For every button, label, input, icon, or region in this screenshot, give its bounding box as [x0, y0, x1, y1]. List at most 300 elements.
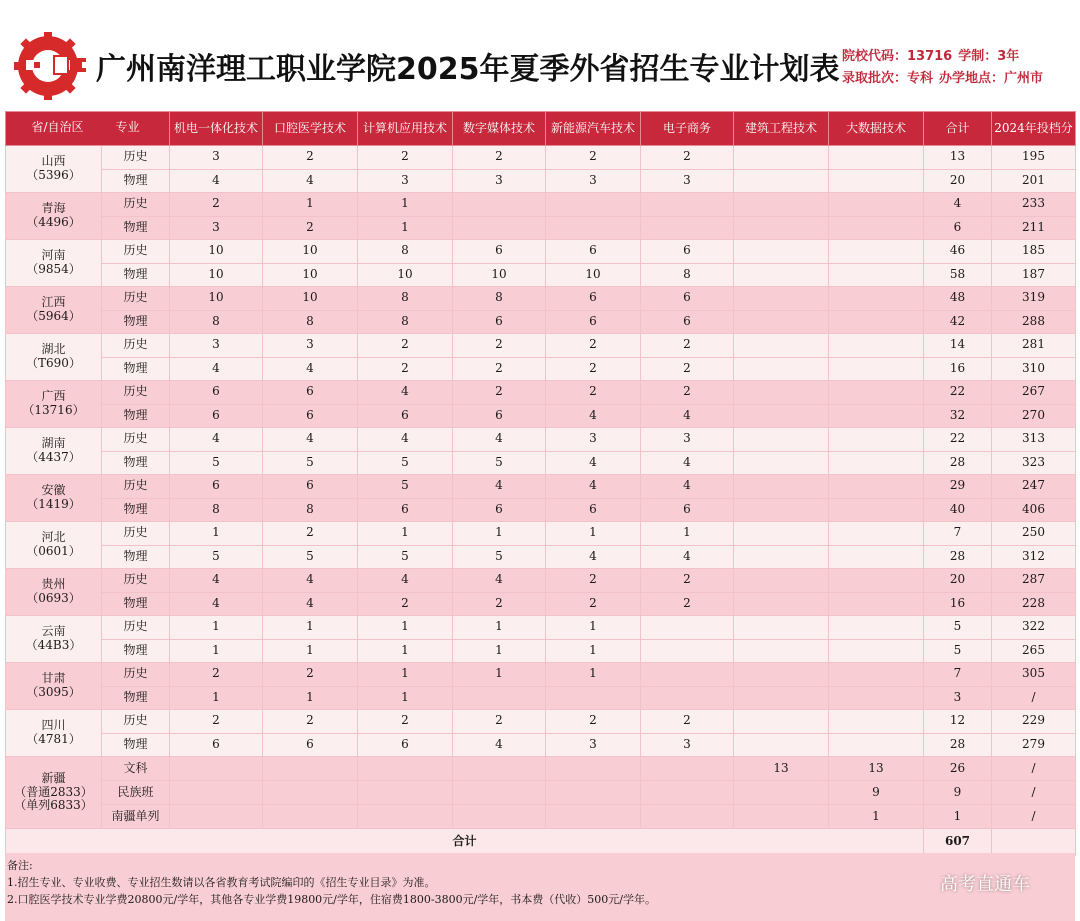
quota-cell: 5 — [170, 545, 263, 569]
quota-cell: 211 — [992, 216, 1076, 240]
province-code: （5964） — [26, 309, 81, 323]
quota-cell — [546, 193, 641, 217]
school-code: 院校代码：13716 — [842, 49, 953, 64]
quota-cell: 4 — [453, 475, 546, 499]
quota-cell: 4 — [546, 475, 641, 499]
quota-cell: 2 — [641, 146, 734, 170]
quota-cell — [734, 451, 829, 475]
table-row — [6, 334, 1076, 358]
quota-cell: 3 — [546, 428, 641, 452]
track-cell: 历史 — [102, 381, 170, 405]
quota-cell: 2 — [170, 663, 263, 687]
quota-cell: 40 — [924, 498, 992, 522]
quota-cell: 2 — [263, 522, 358, 546]
quota-cell — [546, 805, 641, 829]
province-name: 湖北 — [41, 342, 66, 357]
quota-cell: 1 — [358, 522, 453, 546]
quota-cell — [734, 193, 829, 217]
province-code: （5396） — [26, 168, 81, 182]
quota-cell — [829, 686, 924, 710]
province-code: （0693） — [26, 591, 81, 605]
track-cell: 物理 — [102, 639, 170, 663]
quota-cell — [358, 757, 453, 781]
notes-title: 备注: — [7, 859, 33, 872]
quota-cell: 1 — [263, 686, 358, 710]
quota-cell — [546, 686, 641, 710]
quota-cell — [734, 146, 829, 170]
quota-cell — [734, 357, 829, 381]
quota-cell: 1 — [453, 663, 546, 687]
quota-cell: 10 — [170, 240, 263, 264]
track-cell: 物理 — [102, 404, 170, 428]
quota-cell: 5 — [263, 451, 358, 475]
notes-section — [5, 853, 1075, 921]
quota-cell: 10 — [546, 263, 641, 287]
quota-cell: 1 — [358, 639, 453, 663]
quota-cell — [829, 663, 924, 687]
province-cell — [6, 710, 102, 757]
quota-cell: 3 — [453, 169, 546, 193]
table-body — [6, 146, 1076, 856]
quota-cell: 4 — [263, 169, 358, 193]
table-row — [6, 475, 1076, 499]
track-cell: 文科 — [102, 757, 170, 781]
table-header-row — [6, 112, 1076, 146]
province-cell — [6, 569, 102, 616]
quota-cell: 2 — [453, 357, 546, 381]
quota-cell — [734, 545, 829, 569]
quota-cell: 2 — [546, 710, 641, 734]
page-header — [0, 0, 1080, 104]
track-cell: 物理 — [102, 169, 170, 193]
quota-cell — [734, 334, 829, 358]
quota-cell: 28 — [924, 451, 992, 475]
quota-cell — [829, 381, 924, 405]
quota-cell — [829, 569, 924, 593]
province-cell — [6, 193, 102, 240]
quota-cell: 9 — [924, 781, 992, 805]
quota-cell: 10 — [453, 263, 546, 287]
quota-cell — [734, 216, 829, 240]
quota-cell — [641, 781, 734, 805]
quota-cell: 20 — [924, 569, 992, 593]
quota-cell: 3 — [263, 334, 358, 358]
province-code: （普通2833） — [14, 784, 93, 799]
track-cell: 历史 — [102, 334, 170, 358]
total-label: 合计 — [6, 829, 924, 856]
quota-cell — [829, 310, 924, 334]
quota-cell — [734, 805, 829, 829]
province-code: （1419） — [26, 497, 81, 511]
quota-cell: 1 — [453, 522, 546, 546]
quota-cell: 4 — [358, 569, 453, 593]
province-name: 青海 — [41, 201, 66, 216]
quota-cell — [829, 287, 924, 311]
quota-cell: 4 — [453, 569, 546, 593]
table-row — [6, 522, 1076, 546]
quota-cell: / — [992, 781, 1076, 805]
track-cell: 物理 — [102, 686, 170, 710]
quota-cell — [829, 639, 924, 663]
quota-cell: 12 — [924, 710, 992, 734]
province-code: （4781） — [26, 732, 81, 746]
quota-cell: 7 — [924, 663, 992, 687]
quota-cell: 10 — [263, 263, 358, 287]
quota-cell: 1 — [453, 639, 546, 663]
quota-cell: 5 — [924, 639, 992, 663]
col-header: 大数据技术 — [829, 112, 924, 146]
quota-cell: 2 — [170, 710, 263, 734]
quota-cell: 4 — [170, 428, 263, 452]
quota-cell: 310 — [992, 357, 1076, 381]
quota-cell: 4 — [263, 428, 358, 452]
quota-cell — [734, 686, 829, 710]
table-row — [6, 263, 1076, 287]
track-cell: 物理 — [102, 451, 170, 475]
quota-cell: 1 — [263, 616, 358, 640]
quota-cell — [829, 545, 924, 569]
quota-cell — [829, 404, 924, 428]
quota-cell: 6 — [453, 310, 546, 334]
track-cell: 民族班 — [102, 781, 170, 805]
quota-cell — [829, 522, 924, 546]
quota-cell: 201 — [992, 169, 1076, 193]
province-name: 河南 — [41, 248, 66, 263]
table-row — [6, 146, 1076, 170]
quota-cell: 3 — [546, 733, 641, 757]
table-row — [6, 357, 1076, 381]
province-cell — [6, 475, 102, 522]
table-row — [6, 616, 1076, 640]
quota-cell: 3 — [641, 733, 734, 757]
quota-cell: 4 — [170, 357, 263, 381]
notes-line: 2.口腔医学技术专业学费20800元/学年，其他各专业学费19800元/学年，住宿费1800-3800元/学年，书本费（代收）500元/学年。 — [7, 893, 657, 906]
table-row — [6, 569, 1076, 593]
quota-cell — [546, 757, 641, 781]
col-header: 数字媒体技术 — [453, 112, 546, 146]
quota-cell: 2 — [546, 357, 641, 381]
quota-cell: 3 — [641, 169, 734, 193]
quota-cell: 2 — [453, 334, 546, 358]
quota-cell — [829, 733, 924, 757]
quota-cell: 8 — [263, 498, 358, 522]
quota-cell — [170, 757, 263, 781]
quota-cell: 1 — [263, 639, 358, 663]
quota-cell: 16 — [924, 592, 992, 616]
quota-cell — [734, 263, 829, 287]
quota-cell: 6 — [358, 404, 453, 428]
quota-cell: 5 — [924, 616, 992, 640]
province-cell — [6, 240, 102, 287]
quota-cell: 6 — [170, 475, 263, 499]
quota-cell — [829, 146, 924, 170]
quota-cell: 22 — [924, 428, 992, 452]
quota-cell: 1 — [358, 686, 453, 710]
quota-cell: 4 — [641, 545, 734, 569]
quota-cell: 195 — [992, 146, 1076, 170]
quota-cell — [829, 498, 924, 522]
quota-cell — [734, 404, 829, 428]
quota-cell: 4 — [453, 733, 546, 757]
table-row — [6, 216, 1076, 240]
quota-cell: 6 — [924, 216, 992, 240]
quota-cell: 2 — [641, 569, 734, 593]
quota-cell: 185 — [992, 240, 1076, 264]
quota-cell — [263, 757, 358, 781]
quota-cell: 247 — [992, 475, 1076, 499]
quota-cell: 1 — [170, 686, 263, 710]
quota-cell: 4 — [546, 404, 641, 428]
corner-province-label: 省/自治区 — [31, 119, 84, 134]
quota-cell: 10 — [170, 287, 263, 311]
quota-cell: 4 — [453, 428, 546, 452]
quota-cell: 5 — [453, 451, 546, 475]
col-header: 计算机应用技术 — [358, 112, 453, 146]
quota-cell — [170, 781, 263, 805]
quota-cell — [263, 781, 358, 805]
col-header: 电子商务 — [641, 112, 734, 146]
quota-cell: 267 — [992, 381, 1076, 405]
track-cell: 历史 — [102, 522, 170, 546]
track-cell: 物理 — [102, 592, 170, 616]
quota-cell — [829, 451, 924, 475]
quota-cell: 13 — [829, 757, 924, 781]
quota-cell — [829, 616, 924, 640]
table-row — [6, 404, 1076, 428]
track-cell: 物理 — [102, 310, 170, 334]
quota-cell — [829, 357, 924, 381]
quota-cell: 6 — [641, 498, 734, 522]
col-header: 建筑工程技术 — [734, 112, 829, 146]
quota-cell — [641, 193, 734, 217]
quota-cell — [829, 428, 924, 452]
quota-cell: 229 — [992, 710, 1076, 734]
quota-cell: 28 — [924, 733, 992, 757]
table-row — [6, 639, 1076, 663]
quota-cell — [734, 169, 829, 193]
track-cell: 物理 — [102, 357, 170, 381]
quota-cell: 2 — [546, 146, 641, 170]
quota-cell: 1 — [546, 616, 641, 640]
quota-cell: 4 — [546, 451, 641, 475]
quota-cell — [453, 781, 546, 805]
quota-cell: 29 — [924, 475, 992, 499]
quota-cell: 3 — [170, 146, 263, 170]
quota-cell: 1 — [358, 616, 453, 640]
quota-cell — [829, 592, 924, 616]
quota-cell — [641, 616, 734, 640]
province-name: 河北 — [41, 530, 66, 545]
quota-cell: 8 — [358, 287, 453, 311]
quota-cell: 42 — [924, 310, 992, 334]
quota-cell — [641, 639, 734, 663]
table-row — [6, 498, 1076, 522]
col-header: 新能源汽车技术 — [546, 112, 641, 146]
quota-cell: 6 — [170, 733, 263, 757]
quota-cell: 5 — [170, 451, 263, 475]
quota-cell: 5 — [358, 451, 453, 475]
track-cell: 历史 — [102, 240, 170, 264]
quota-cell: 406 — [992, 498, 1076, 522]
quota-cell: 4 — [170, 569, 263, 593]
quota-cell: / — [992, 757, 1076, 781]
quota-cell: 2 — [546, 334, 641, 358]
track-cell: 物理 — [102, 733, 170, 757]
quota-cell — [358, 781, 453, 805]
quota-cell: 48 — [924, 287, 992, 311]
quota-cell — [734, 310, 829, 334]
table-row — [6, 710, 1076, 734]
province-cell — [6, 522, 102, 569]
quota-cell — [734, 475, 829, 499]
quota-cell — [734, 522, 829, 546]
col-header: 机电一体化技术 — [170, 112, 263, 146]
quota-cell: 28 — [924, 545, 992, 569]
quota-cell — [734, 592, 829, 616]
quota-cell: 279 — [992, 733, 1076, 757]
table-row — [6, 757, 1076, 781]
quota-cell: 6 — [170, 381, 263, 405]
province-name: 山西 — [41, 154, 66, 169]
quota-cell: 2 — [263, 146, 358, 170]
study-duration: 学制：3年 — [958, 49, 1020, 64]
quota-cell — [546, 781, 641, 805]
quota-cell: 187 — [992, 263, 1076, 287]
quota-cell: 3 — [170, 334, 263, 358]
quota-cell: 2 — [641, 334, 734, 358]
quota-cell — [829, 334, 924, 358]
quota-cell: 6 — [453, 240, 546, 264]
quota-cell: 3 — [546, 169, 641, 193]
quota-cell: 10 — [263, 287, 358, 311]
table-row — [6, 428, 1076, 452]
quota-cell: 4 — [263, 357, 358, 381]
quota-cell: 4 — [263, 569, 358, 593]
quota-cell: 2 — [358, 334, 453, 358]
quota-cell: 1 — [641, 522, 734, 546]
quota-cell: 2 — [453, 381, 546, 405]
quota-cell — [829, 475, 924, 499]
quota-cell — [734, 240, 829, 264]
quota-cell: 1 — [358, 193, 453, 217]
quota-cell — [734, 733, 829, 757]
quota-cell: 5 — [453, 545, 546, 569]
quota-cell: 6 — [641, 287, 734, 311]
quota-cell: 6 — [453, 498, 546, 522]
quota-cell: 2 — [546, 569, 641, 593]
total-empty-cell — [992, 829, 1076, 856]
quota-cell: 1 — [924, 805, 992, 829]
province-cell — [6, 663, 102, 710]
quota-cell: 319 — [992, 287, 1076, 311]
quota-cell: 323 — [992, 451, 1076, 475]
quota-cell: 4 — [170, 592, 263, 616]
quota-cell — [641, 663, 734, 687]
quota-cell: 9 — [829, 781, 924, 805]
quota-cell: 2 — [358, 592, 453, 616]
quota-cell: 2 — [263, 216, 358, 240]
quota-cell: / — [992, 805, 1076, 829]
quota-cell: 4 — [358, 428, 453, 452]
province-name: 湖南 — [41, 436, 66, 451]
quota-cell — [829, 710, 924, 734]
quota-cell: 2 — [641, 357, 734, 381]
quota-cell: 4 — [546, 545, 641, 569]
quota-cell — [734, 639, 829, 663]
quota-cell: 2 — [358, 357, 453, 381]
quota-cell — [734, 781, 829, 805]
table-row — [6, 193, 1076, 217]
track-cell: 历史 — [102, 663, 170, 687]
quota-cell: 10 — [358, 263, 453, 287]
quota-cell: 4 — [170, 169, 263, 193]
quota-cell: 5 — [358, 545, 453, 569]
quota-cell: 14 — [924, 334, 992, 358]
quota-cell — [734, 381, 829, 405]
quota-cell: 8 — [358, 240, 453, 264]
quota-cell: 1 — [546, 663, 641, 687]
quota-cell: 22 — [924, 381, 992, 405]
school-meta — [842, 46, 1049, 90]
quota-cell: 6 — [546, 498, 641, 522]
quota-cell: 3 — [641, 428, 734, 452]
quota-cell — [453, 805, 546, 829]
quota-cell: 305 — [992, 663, 1076, 687]
track-cell: 历史 — [102, 193, 170, 217]
quota-cell: 1 — [170, 522, 263, 546]
quota-cell — [734, 569, 829, 593]
quota-cell — [829, 263, 924, 287]
quota-cell: 6 — [641, 310, 734, 334]
province-code: （单列6833） — [14, 798, 93, 813]
quota-cell: 2 — [641, 710, 734, 734]
quota-cell: 1 — [829, 805, 924, 829]
admission-batch: 录取批次：专科 — [842, 71, 934, 86]
quota-cell: 288 — [992, 310, 1076, 334]
quota-cell: 6 — [263, 475, 358, 499]
province-name: 四川 — [41, 718, 66, 733]
table-row — [6, 240, 1076, 264]
quota-cell — [453, 216, 546, 240]
quota-cell: 4 — [358, 381, 453, 405]
quota-cell: 287 — [992, 569, 1076, 593]
quota-cell: 2 — [263, 710, 358, 734]
quota-cell: 5 — [263, 545, 358, 569]
quota-cell: 6 — [263, 733, 358, 757]
table-row — [6, 805, 1076, 829]
province-code: （4437） — [26, 450, 81, 464]
province-name: 甘肃 — [41, 671, 66, 686]
watermark-text: 高考直通车 — [940, 874, 1030, 895]
quota-cell — [453, 193, 546, 217]
quota-cell: 322 — [992, 616, 1076, 640]
quota-cell: 2 — [453, 146, 546, 170]
quota-cell: 3 — [358, 169, 453, 193]
quota-cell — [829, 193, 924, 217]
quota-cell — [453, 757, 546, 781]
province-name: 广西 — [41, 389, 66, 404]
track-cell: 历史 — [102, 146, 170, 170]
quota-cell — [734, 616, 829, 640]
province-name: 江西 — [41, 295, 66, 310]
quota-cell — [734, 287, 829, 311]
quota-cell: 281 — [992, 334, 1076, 358]
province-name: 云南 — [41, 624, 66, 639]
quota-cell: 3 — [170, 216, 263, 240]
province-cell — [6, 287, 102, 334]
school-location: 办学地点：广州市 — [939, 71, 1044, 86]
quota-cell: 2 — [546, 592, 641, 616]
